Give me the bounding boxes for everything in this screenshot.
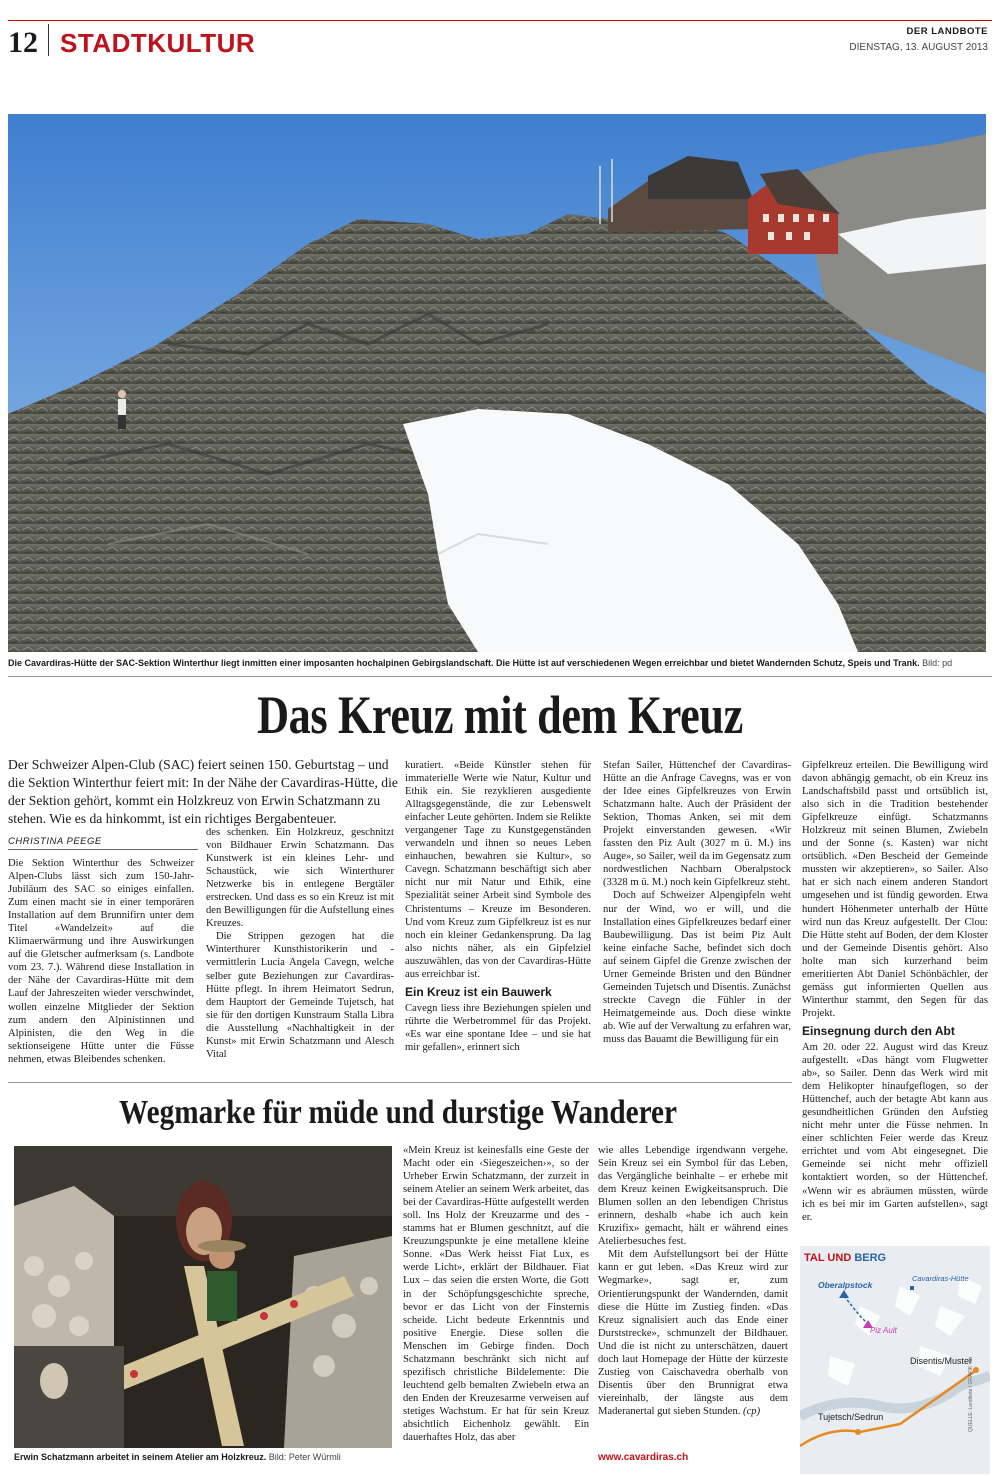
subheading: Einsegnung durch den Abt bbox=[802, 1023, 955, 1038]
map-label-oberalpstock: Oberalpstock bbox=[818, 1280, 873, 1290]
map-label-piz-ault: Piz Ault bbox=[870, 1326, 897, 1335]
issue-date: DIENSTAG, 13. AUGUST 2013 bbox=[849, 42, 988, 53]
map-label-tujetsch: Tujetsch/Sedrun bbox=[818, 1412, 884, 1422]
paragraph: Gipfelkreuz erteilen. Die Bewilligung wird davon abhängig gemacht, ob ein Kreuz ins Landschaftsbild passt und ortsüblich ist, also sich in die Tradition bestehender Gipfelkreuze einfügt. Schatzmanns Holzkreuz mit seinen Blumen, Zwiebeln und der Sonne (s. Kasten) war nicht ortsüblich. «Den Bescheid der Gemeinde mussten wir akzeptieren», so Sailer. Also hat er sich nach einem anderen Standort umgesehen und ist fündig geworden. Etwa hundert Höhenmeter unterhalb der Hütte wird nun das Kreuz aufgestellt. Der Clou: Die Hütte steht auf Boden, der dem Kloster und der Gemeinde Disentis gehört. Also holte man sich kurzerhand beim emeritierten Abt Daniel Schönbächler, der gemäss gut informierten Quellen aus Winterthur stammt, den Segen für das Projekt. bbox=[802, 760, 988, 1019]
paragraph: Die Strippen gezogen hat die Winterthurer Kunsthistorikerin und -vermittlerin Lucia Angela Cavegn, welche selber gute Beziehungen zur Cavardiras-Hütte pflegt. In ihrem Heimatort Sedrun, dem Hauptort der Gemeinde Tujetsch, hat sie für den dortigen Kunstraum Stalla Libra die Ausstellung «Nachhaltigkeit in der Kunst» mit Erwin Schatzmann und Alesch Vital bbox=[206, 931, 394, 1060]
article-column-4 bbox=[603, 759, 791, 1046]
paragraph: wie alles Lebendige irgendwann vergehe. Sein Kreuz sei ein Symbol für das Leben, das Vergängliche beinhalte – er erhebe mit dem Kreuz keinen Ewigkeitsanspruch. Die Blumen sollen an den lebendigen Christus erinnern, deshalb «habe ich auch kein Kruzifix» gemacht, hält er während eines Atelierbesuches fest. bbox=[598, 1145, 788, 1248]
divider bbox=[8, 676, 992, 677]
article-column-1 bbox=[8, 857, 194, 1066]
paragraph: kuratiert. «Beide Künstler stehen für immaterielle Werte wie Natur, Kultur und Ethik ein. Sie rezyklieren ausgediente Alltagsgegenstände, die zur Lebenswelt einfacher Leute gehörten. Indem sie Relikte vergangener Tage zu Kunstgegenständen verwandeln und ihnen so neues Leben einhauchen, bewahren sie Kultur», so Cavegn. Schatzmann beschäftigt sich aber nicht nur mit Natur und Ethik, eine Spezialität seiner Arbeit sind Symbole des Christentums – Kreuze im Besonderen. Und vom Kreuz zum Gipfelkreuz ist es nur noch ein kleiner Gedankensprung. Da lag also nichts näher, als ein Gipfelziel auszuwählen, das von der Cavardiras-Hütte aus erreichbar ist. bbox=[405, 760, 591, 980]
paragraph: Doch auf Schweizer Alpengipfeln weht nur der Wind, wo er will, und die Installation eines Gipfelkreuzes bedarf einer Baubewilligung. Das ist beim Piz Ault keine einfache Sache, befindet sich doch auf seinem Gipfel die Grenze zwischen der Urner Gemeinde Bristen und den Bündner Gemeinden Tujetsch und Disentis. Zunächst streckte Cavegn die Fühler in der Heimatgemeinde aus. Doch diese winkte ab. Wie auf der Verwaltung zu erfahren war, muss das Bauamt die Bewilligung für ein bbox=[603, 890, 791, 1045]
paragraph: «Mein Kreuz ist keinesfalls eine Geste der Macht oder ein ‹Siegeszeichen›», so der Urheber Erwin Schatzmann, der zurzeit in seinem Atelier an seinem Werk arbeitet, das bei der Cavardiras-Hütte aufgestellt werden soll. Ins Holz der Kreuzarme und des -stamms hat er Blumen geschnitzt, auf die Kreuzungspunkte je eine metallene kleine Sonne. «Das Werk heisst Fiat Lux, es werde Licht», erklärt der Bildhauer. Fiat Lux – das seien die ersten Worte, die Gott in der Schöpfungsgeschichte spreche, bevor er das Licht von der Finsternis scheide. Licht bedeute Erkenntnis und positive Energie. Diese sollen die Menschen im Gebirge finden. Doch Schatzmann beschränkt sich nicht auf spezifisch christliche Bildelemente: Die leuchtend gelb bemalten Zwiebeln etwa an den Enden der Kreuzesarme verweisen auf stetiges Wachstum. Er hat für sein Kreuz absichtlich Eichenholz gewählt. Ein dauerhaftes Holz, das aber bbox=[403, 1145, 589, 1444]
article-lead: Der Schweizer Alpen-Club (SAC) feiert seinen 150. Geburtstag – und die Sektion Winterthur feiert mit: In der Nähe der Cavardiras-Hütte, die der Sektion gehört, kommt ein Holzkreuz von Erwin Schatzmann zu stehen. Wie es da hinkommt, ist ein richtiges Bergabenteuer. bbox=[8, 757, 398, 826]
map-label-hutte: Cavardiras-Hütte bbox=[912, 1274, 969, 1283]
map-credit: QUELLE: Landbote / GRAFIK: wh bbox=[968, 1356, 974, 1432]
paragraph-text: Mit dem Aufstellungsort bei der Hütte kann er gut leben. «Das Kreuz wird zur Wegmarke», sagt er, zum Orientierungspunkt der Wandernden, damit diese die Hütte im Zustieg finden. «Das Kreuz signalisiert auch das Ende einer Durststrecke», schmunzelt der Bildhauer. Und die ist nicht zu unterschätzen, dauert doch laut Homepage der Hütte der kürzeste Zustieg von Caischavedra oberhalb von Disentis über den Brunnigrat etwa viereinhalb, der längste aus dem Maderanertal gut sieben Stunden. bbox=[598, 1249, 788, 1417]
mountain-hut-image bbox=[8, 114, 986, 652]
box-headline: Wegmarke für müde und durstige Wanderer bbox=[118, 1094, 678, 1131]
caption-credit: Bild: Peter Würmli bbox=[268, 1452, 341, 1462]
section-title: STADTKULTUR bbox=[60, 28, 256, 58]
newspaper-name: DER LANDBOTE bbox=[906, 26, 988, 37]
page-number: 12 bbox=[8, 26, 38, 59]
caption-credit: Bild: pd bbox=[922, 658, 953, 668]
map-title-tal: TAL bbox=[804, 1252, 825, 1264]
paragraph: Am 20. oder 22. August wird das Kreuz aufgestellt. «Das hängt vom Flugwetter ab», so Sailer. Denn das Werk wird mit dem Helikopter hinaufgeflogen, so der Hüttenchef, auch der betagte Abt kann aus gesundheitlichen Gründen den Aufstieg nicht mehr unter die Füsse nehmen. In einer schlichten Feier werde das Kreuz errichtet und vom Abt eingesegnet. Die Gemeinde sei nicht mehr offiziell kontaktiert worden, so der Hüttenchef. «Wenn wir es abräumen müssten, würde ich es bei mir im Garten aufstellen», sagt er. bbox=[802, 1041, 988, 1223]
atelier-photo-caption bbox=[14, 1452, 341, 1462]
paragraph bbox=[598, 1248, 788, 1418]
website-link[interactable]: www.cavardiras.ch bbox=[598, 1452, 689, 1463]
header-rule bbox=[8, 20, 992, 21]
author-byline: CHRISTINA PEEGE bbox=[8, 836, 198, 850]
paragraph: Die Sektion Winterthur des Schweizer Alpen-Clubs lässt sich zum 150-Jahr-Jubiläum des SAC so einiges einfallen. Zum einen macht sie in einer temporären Installation auf dem Brunnifirn unter dem Titel «Wandelzeit» auf die Klimaerwärmung und ihre Auswirkungen auf die Gletscher aufmerksam (s. Landbote vom 23. 7.). Während diese Installation in der Nähe der Cavardiras-Hütte mit dem Lauf der Jahreszeiten wieder verschwindet, wollen einzelne Mitglieder der Sektion zum andern den Alpinistinnen und Alpinisten, die den Weg in die sektionseigene Hütte unter die Füsse nehmen, etwas Bleibendes schenken. bbox=[8, 858, 194, 1065]
map-title-berg: BERG bbox=[854, 1252, 887, 1264]
article-column-5 bbox=[802, 759, 988, 1224]
article-headline: Das Kreuz mit dem Kreuz bbox=[257, 685, 743, 745]
box-top-rule bbox=[8, 1082, 792, 1083]
sculptor-image bbox=[14, 1146, 392, 1448]
main-photo-caption bbox=[8, 657, 992, 669]
box-column-1 bbox=[403, 1144, 589, 1444]
signature: (cp) bbox=[743, 1405, 761, 1417]
box-column-2 bbox=[598, 1144, 788, 1418]
location-map bbox=[800, 1246, 990, 1474]
paragraph: Stefan Sailer, Hüttenchef der Cavardiras-Hütte an die Anfrage Cavegns, was er von der Idee eines Gipfelkreuzes von Erwin Schatzmann halte. Auch der Präsident der Sektion, Thomas Anken, sei mit dem Projekt einverstanden gewesen. «Wir fassten den Piz Ault (3027 m ü. M.) ins Auge», so Sailer, weil da im Gegensatz zum nordwestlichen Nachbarn Oberalpstock (3328 m ü. M.) noch kein Gipfelkreuz steht. bbox=[603, 760, 791, 889]
paragraph: Cavegn liess ihre Beziehungen spielen und rührte die Werbetrommel für das Projekt. «Es war eine spontane Idee – und sie hat mir gefallen», erinnert sich bbox=[405, 1002, 591, 1053]
map-title-und: UND bbox=[824, 1252, 855, 1264]
subheading: Ein Kreuz ist ein Bauwerk bbox=[405, 984, 552, 999]
header-divider bbox=[48, 24, 49, 56]
paragraph: des schenken. Ein Holzkreuz, geschnitzt von Bildhauer Erwin Schatzmann. Das Kunstwerk ist ein kleines Lehr- und Schaustück, wie sich Winterthurer Netzwerke bis in entlegene Bergtäler erstrecken. Und dass es so ein Kreuz ist mit den Bewilligungen für die Aufstellung eines Kreuzes. bbox=[206, 827, 394, 930]
caption-text: Die Cavardiras-Hütte der SAC-Sektion Winterthur liegt inmitten einer imposanten hochalpinen Gebirgslandschaft. Die Hütte ist auf verschiedenen Wegen erreichbar und bietet Wandernden Schutz, Speis und Trank. bbox=[8, 658, 920, 668]
atelier-photo bbox=[14, 1146, 392, 1448]
main-photo bbox=[8, 114, 986, 652]
article-column-3 bbox=[405, 759, 591, 1054]
map-label-disentis: Disentis/Muster bbox=[910, 1356, 973, 1366]
caption-text: Erwin Schatzmann arbeitet in seinem Atelier am Holzkreuz. bbox=[14, 1452, 267, 1462]
article-column-2 bbox=[206, 826, 394, 1061]
